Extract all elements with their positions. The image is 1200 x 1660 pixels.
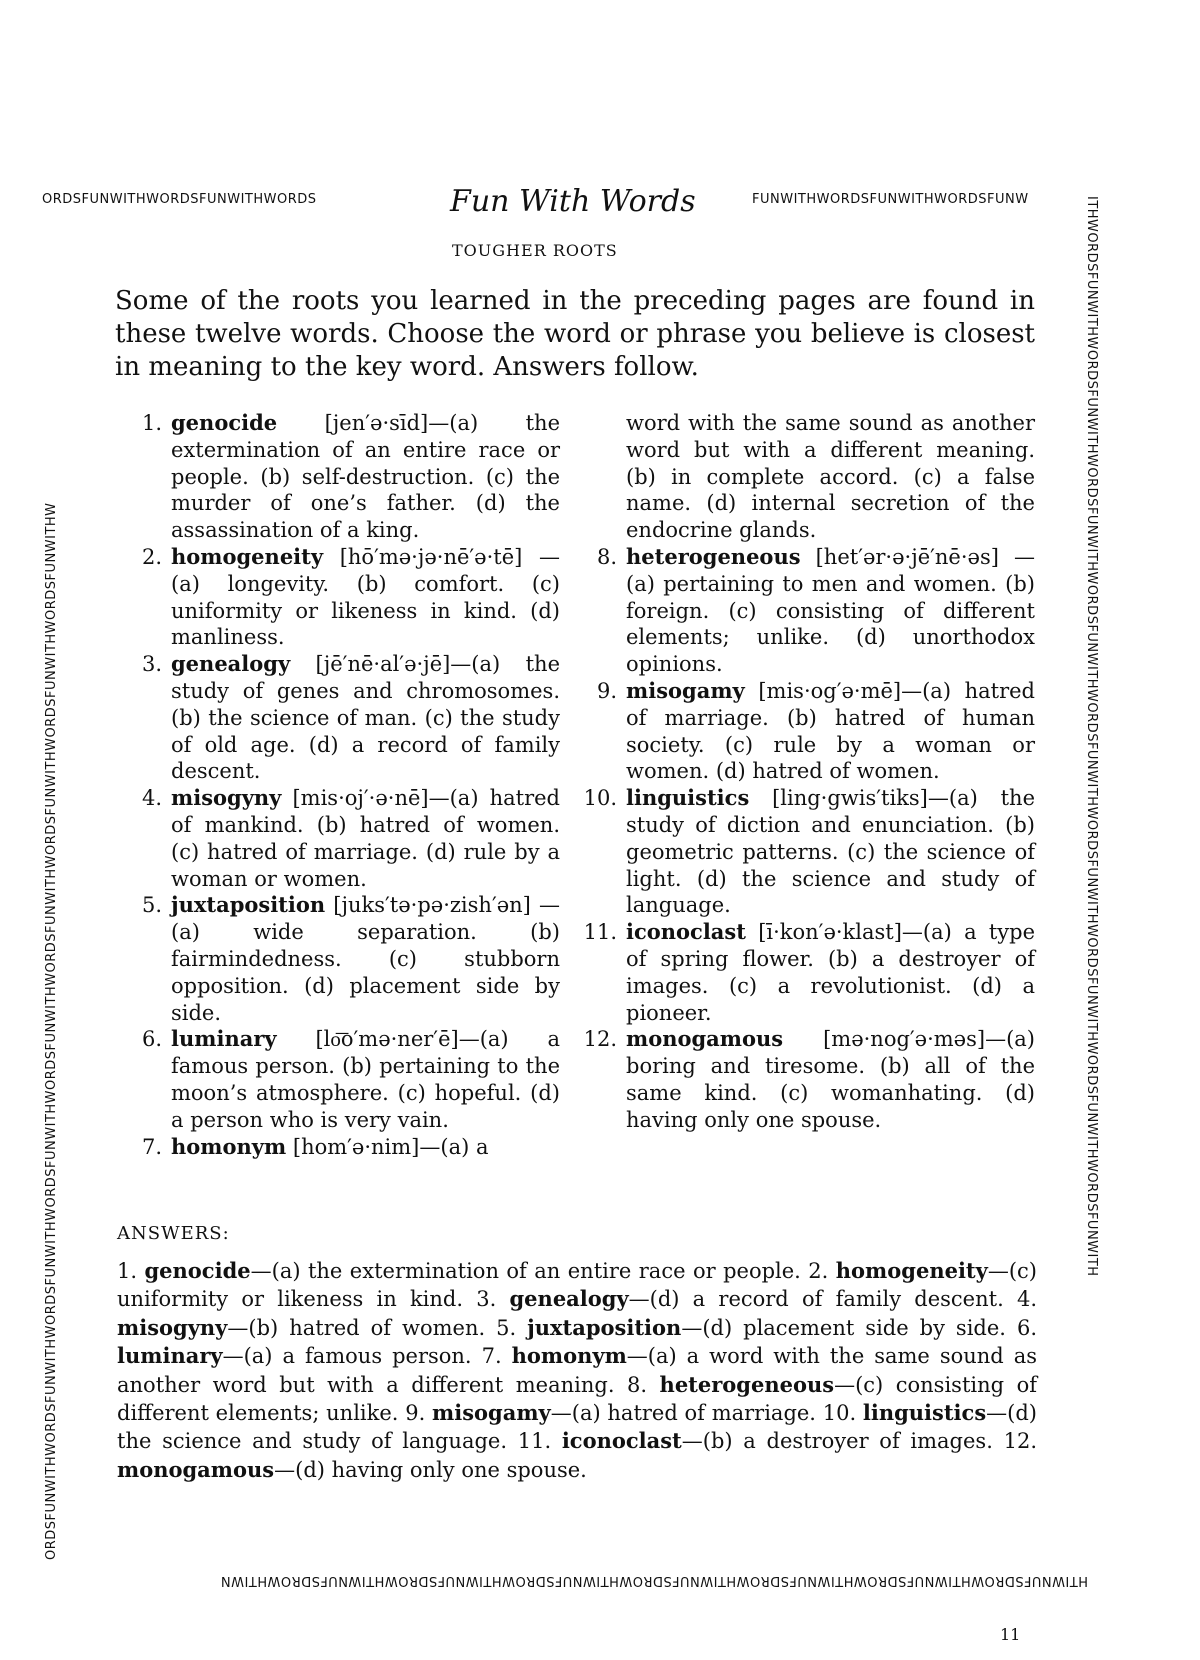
answer-text: —(a) the extermination of an entire race or people. (250, 1259, 809, 1283)
question-number: 12. (583, 1027, 617, 1052)
question-number: 11. (583, 920, 617, 945)
answer-word: misogyny (117, 1314, 228, 1340)
answer-word: linguistics (862, 1400, 987, 1426)
question-text: [jē′nē·al′ə·jē]—(a) the study of genes and chromosomes. (b) the science of man. (c) the study of old age. (d) a record of family descent. (171, 652, 560, 784)
questions-right-column (575, 410, 1035, 1134)
page-title: Fun With Words (450, 184, 696, 219)
key-word: homonym (171, 1133, 287, 1159)
key-word: luminary (171, 1026, 277, 1052)
answer-text: —(d) having only one spouse. (274, 1457, 587, 1482)
border-text-top-left: ORDSFUNWITHWORDSFUNWITHWORDS (42, 192, 317, 207)
question-item (575, 1026, 1035, 1133)
answer-lead: 8. (627, 1372, 660, 1397)
question-text: [ling·gwis′tiks]—(a) the study of diction and enunciation. (b) geometric patterns. (c) the science of light. (d) the science and study of language. (626, 786, 1035, 918)
question-text: [het′ər·ə·jē′nē·əs] —(a) pertaining to men and women. (b) foreign. (c) consisting of different elements; unlike. (d) unorthodox opinions. (626, 544, 1035, 677)
key-word: monogamous (626, 1026, 784, 1052)
answer-word: luminary (117, 1343, 223, 1369)
answer-text: —(d) a record of family descent. (628, 1287, 1017, 1312)
border-text-bottom: HTIWNUFSDROWHTIWNUFSDROWHTIWNUFSDROWHTIWNUFSDROWHTIWNUFSDROWHTIWNUFSDROWHTIWNUFSDROWHTIWN (220, 1573, 1088, 1588)
answer-lead: 12. (1003, 1429, 1037, 1454)
question-item (120, 410, 560, 544)
answer-word: homogeneity (835, 1258, 988, 1283)
key-word: homogeneity (171, 543, 324, 569)
question-number: 6. (141, 1027, 162, 1052)
question-text: [hō′mə·jə·nē′ə·tē] —(a) longevity. (b) comfort. (c) uniformity or likeness in kind. (d) manliness. (171, 544, 560, 650)
question-body (626, 785, 1035, 919)
answer-text: —(c) uniformity or likeness in kind. (117, 1259, 1037, 1312)
answer-lead: 1. (117, 1259, 145, 1283)
answer-text: —(b) hatred of women. (227, 1315, 497, 1340)
answer-word: monogamous (117, 1456, 275, 1482)
answer-lead: 9. (405, 1401, 432, 1426)
answer-text: —(d) the science and study of language. (117, 1401, 1037, 1454)
answers-heading: ANSWERS: (117, 1223, 230, 1244)
key-word: iconoclast (626, 919, 746, 945)
question-item (120, 892, 560, 1026)
answer-lead: 7. (481, 1344, 512, 1369)
key-word: misogyny (171, 785, 282, 811)
question-item (575, 919, 1035, 1026)
question-text: [lo͞o′mə·ner′ē]—(a) a famous person. (b) pertaining to the moon’s atmosphere. (c) hopeful. (d) a person who is very vain. (171, 1027, 560, 1132)
question-number: 5. (141, 893, 162, 918)
answer-text: —(d) placement side by side. (681, 1315, 1017, 1340)
question-number: 9. (596, 678, 617, 703)
answer-lead: 4. (1016, 1287, 1037, 1312)
answer-lead: 6. (1016, 1315, 1038, 1340)
question-body (626, 1026, 1035, 1133)
answer-text: —(c) consisting of different elements; unlike. (117, 1372, 1037, 1426)
intro-paragraph: Some of the roots you learned in the preceding pages are found in these twelve words. Choose the word or phrase you believe is closest in meaning to the key word. Answers follow. (115, 286, 1035, 382)
key-word: linguistics (626, 785, 750, 811)
answer-text: —(a) a word with the same sound as another word but with a different meaning. (117, 1344, 1037, 1397)
question-body (171, 1134, 560, 1161)
question-body (626, 678, 1035, 785)
question-text: [mis·oj′·ə·nē]—(a) hatred of mankind. (b) hatred of women. (c) hatred of marriage. (d) rule by a woman or women. (171, 786, 560, 891)
question-body (171, 1026, 560, 1133)
section-subtitle: TOUGHER ROOTS (452, 241, 618, 260)
questions-left-column (120, 410, 560, 1160)
question-text: [mə·nog′ə·məs]—(a) boring and tiresome. (b) all of the same kind. (c) womanhating. (d) having only one spouse. (626, 1027, 1035, 1132)
question-number: 7. (141, 1134, 162, 1159)
question-item (120, 785, 560, 892)
question-item (120, 651, 560, 785)
answers-paragraph (117, 1257, 1037, 1484)
question-number: 1. (141, 411, 162, 435)
answer-lead: 2. (808, 1259, 836, 1283)
question-body (171, 651, 560, 785)
answer-word: heterogeneous (659, 1371, 835, 1397)
question-item (575, 544, 1035, 678)
question-text: [jen′ə·sīd]—(a) the extermination of an entire race or people. (b) self-destruction. (c) the murder of one’s father. (d) the assassination of a king. (171, 411, 560, 543)
border-text-top-right: FUNWITHWORDSFUNWITHWORDSFUNW (752, 192, 1029, 207)
question-body (626, 919, 1035, 1026)
question-number: 4. (141, 786, 162, 811)
key-word: juxtaposition (171, 892, 326, 918)
answer-word: misogamy (432, 1400, 551, 1426)
answer-text: —(a) a famous person. (222, 1344, 482, 1369)
question-item (120, 1026, 560, 1133)
key-word: genealogy (171, 651, 291, 677)
answer-word: homonym (511, 1343, 627, 1369)
question-text: [mis·og′ə·mē]—(a) hatred of marriage. (b) hatred of human society. (c) rule by a woman or women. (d) hatred of women. (626, 678, 1035, 784)
question-item (120, 1134, 560, 1161)
answer-word: genealogy (509, 1286, 629, 1312)
question-body (171, 410, 560, 544)
question-number: 8. (596, 544, 617, 569)
question-item (120, 544, 560, 651)
question-number: 3. (141, 652, 162, 677)
question-item (575, 785, 1035, 919)
question-text: [hom′ə·nim]—(a) a (286, 1134, 489, 1159)
answer-lead: 10. (822, 1401, 863, 1426)
border-text-right (1085, 196, 1099, 1566)
border-text-right-label: ITHWORDSFUNWITHWORDSFUNWITHWORDSFUNWITHWORDSFUNWITHWORDSFUNWITHWORDSFUNWITHWORDSFUNWITHWORDSFUNWITHWORDSFUNWITH (1084, 196, 1099, 1277)
question-text: [juks′tə·pə·zish′ən] —(a) wide separation. (b) fairmindedness. (c) stubborn opposition. (d) placement side by side. (171, 893, 560, 1025)
question-body (171, 785, 560, 892)
key-word: misogamy (626, 677, 745, 703)
answer-text: —(b) a destroyer of images. (681, 1429, 1004, 1454)
question-body (626, 544, 1035, 678)
answer-word: juxtaposition (527, 1314, 682, 1340)
answer-lead: 5. (496, 1315, 528, 1340)
question-body (171, 892, 560, 1026)
answer-word: iconoclast (561, 1428, 682, 1454)
question-body (171, 544, 560, 651)
question-item (575, 678, 1035, 785)
question-text: [ī·kon′ə·klast]—(a) a type of spring flower. (b) a destroyer of images. (c) a revolutionist. (d) a pioneer. (626, 920, 1035, 1025)
key-word: heterogeneous (626, 543, 801, 569)
question-number: 2. (141, 544, 162, 569)
page-number: 11 (1000, 1625, 1021, 1644)
key-word: genocide (171, 410, 278, 435)
border-text-left: ORDSFUNWITHWORDSFUNWITHWORDSFUNWITHWORDSFUNWITHWORDSFUNWITHWORDSFUNWITHWORDSFUNWITHWORDSFUNWITHWORDSFUNWITHW (44, 502, 59, 1560)
answer-lead: 3. (476, 1287, 510, 1312)
answer-word: genocide (144, 1258, 251, 1283)
question-continuation: word with the same sound as another word but with a different meaning. (b) in complete accord. (c) a false name. (d) internal secretion of the endocrine glands. (626, 411, 1035, 543)
question-number: 10. (583, 786, 617, 811)
answer-lead: 11. (517, 1429, 562, 1454)
answer-text: —(a) hatred of marriage. (550, 1401, 823, 1426)
